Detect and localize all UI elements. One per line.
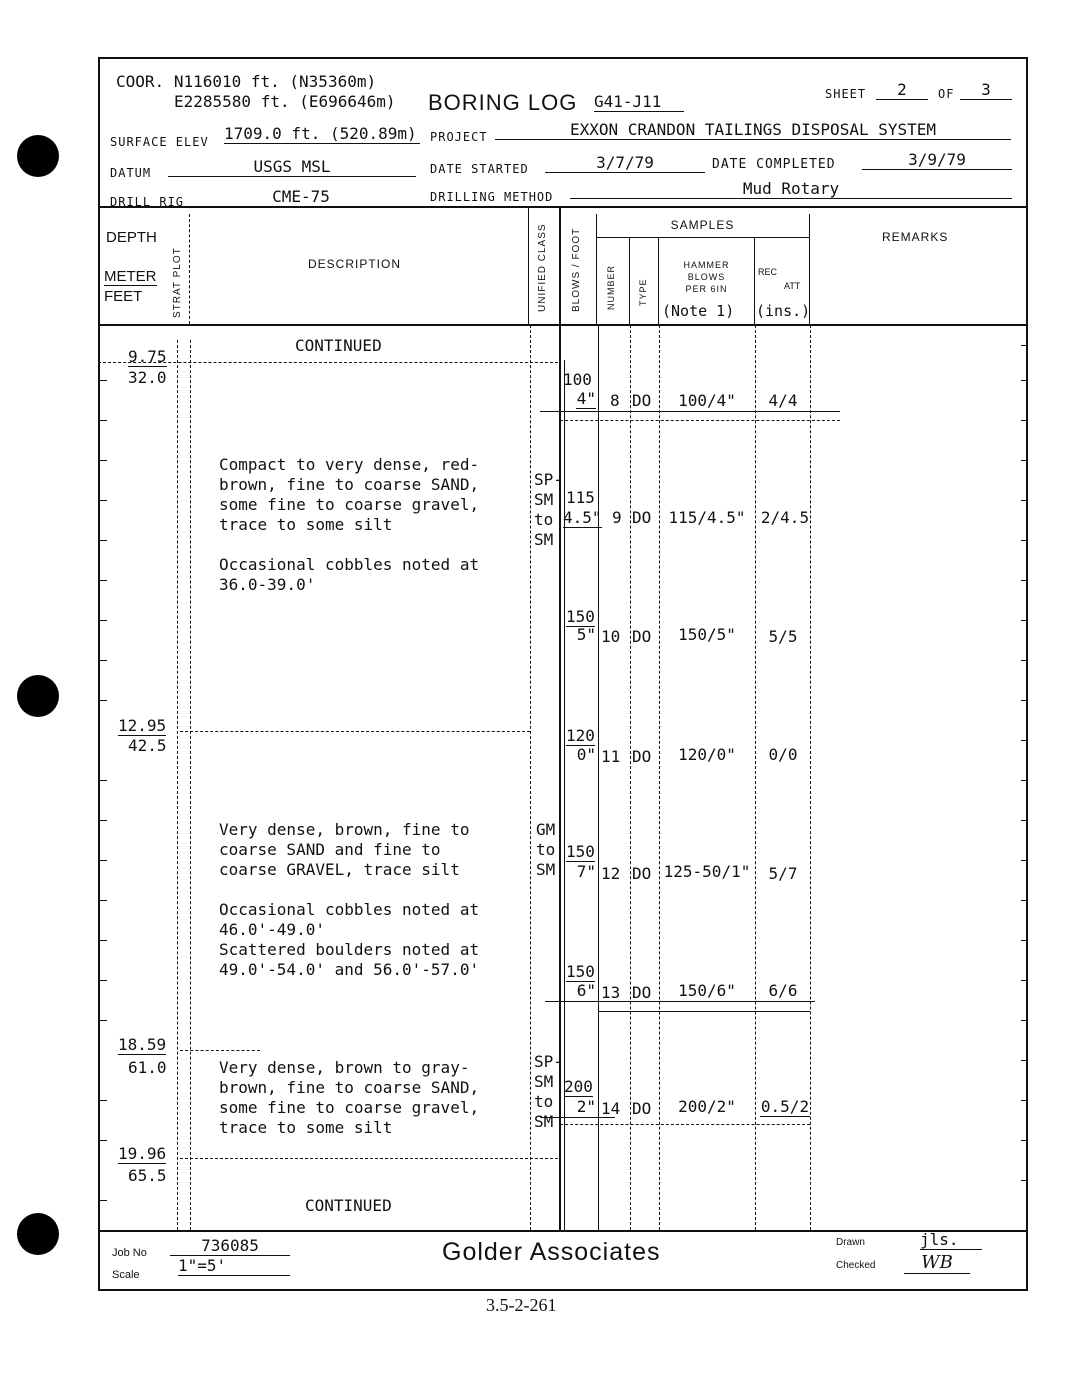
sample-number: 10 [601,627,621,646]
depth-meter-1: 9.75 [128,347,167,366]
ins-label: (ins.) [756,302,811,320]
sample-type: DO [632,864,652,883]
datum: USGS MSL [168,157,416,177]
hammer-blows: 200/2" [678,1097,736,1116]
number-header: NUMBER [606,264,616,310]
blows-top: 150 [566,962,595,981]
blows-bottom: 4" [576,389,596,408]
blows-foot-header: BLOWS / FOOT [571,227,582,312]
sheet-number: 2 [876,80,928,100]
sample-number: 11 [601,747,621,766]
recovery: 4/4 [768,391,798,410]
project: EXXON CRANDON TAILINGS DISPOSAL SYSTEM [495,120,1011,140]
job-no-label: Job No [112,1247,147,1259]
blows-bottom: 4.5" [563,508,602,527]
binder-hole-top [17,135,59,177]
depth-header: DEPTH [106,229,157,246]
rec-header: REC [758,267,778,277]
feet-header: FEET [104,288,143,305]
hammer-blows: 150/6" [678,981,736,1000]
drill-rig: CME-75 [186,187,416,207]
recovery: 0.5/2 [760,1097,810,1116]
samples-header: SAMPLES [670,218,735,232]
sample-type: DO [632,747,652,766]
blows-bottom: 2" [576,1097,596,1116]
drawn-label: Drawn [836,1237,865,1248]
drawn-by: jls. [920,1230,982,1250]
stratum-2-description: Very dense, brown, fine to coarse SAND and fine to coarse GRAVEL, trace silt Occasional cobbles noted at 46.0'-49.0' Scattered boulders noted at 49.0'-54.0' and 56.0'-57.0' [219,820,480,979]
coordinates [116,72,376,91]
sample-type: DO [632,391,652,410]
sample-type: DO [632,1099,652,1118]
project-label: PROJECT [430,130,488,144]
coor-label: COOR. [116,72,165,91]
depth-feet-2: 42.5 [128,736,167,755]
sample-number: 14 [601,1099,621,1118]
note-1: (Note 1) [662,302,735,320]
recovery: 6/6 [768,981,798,1000]
company-name: Golder Associates [442,1238,661,1266]
blows-top: 150 [566,607,595,626]
hammer-blows-header [659,259,754,295]
recovery: 5/7 [768,864,798,883]
att-header: ATT [784,281,801,291]
of-label: OF [938,87,955,101]
depth-feet-3: 61.0 [128,1058,167,1077]
blows-top: 115 [566,488,595,507]
drill-rig-label: DRILL RIG [110,195,185,209]
type-header: TYPE [638,278,648,306]
log-id: G41-J11 [594,92,684,112]
scale: 1"=5' [178,1256,290,1276]
continued-top: CONTINUED [295,336,382,355]
hammer-blows: 120/0" [678,745,736,764]
depth-meter-2: 12.95 [118,716,167,735]
blows-bottom: 0" [576,745,596,764]
blows-top: 100 [563,370,592,389]
blows-bottom: 7" [576,862,596,881]
checked-by: WB [904,1252,970,1274]
blows-label: BLOWS [687,272,726,282]
hammer-blows: 100/4" [678,391,736,410]
unified-class-header: UNIFIED CLASS [537,223,548,312]
remarks-header: REMARKS [882,230,949,244]
stratum-1-description: Compact to very dense, red- brown, fine to coarse SAND, some fine to coarse gravel, trace to some silt Occasional cobbles noted at 36.0-39.0' [219,455,480,594]
blows-top: 150 [566,842,595,861]
drilling-method-label: DRILLING METHOD [430,190,554,204]
stratum-3-description: Very dense, brown to gray- brown, fine to coarse SAND, some fine to coarse gravel, trace to some silt [219,1058,480,1137]
recovery: 5/5 [768,627,798,646]
per-6in-label: PER 6IN [685,284,728,294]
drilling-method: Mud Rotary [570,179,1012,199]
stratum-2-class: GM to SM [536,820,556,879]
depth-feet-4: 65.5 [128,1166,167,1185]
depth-feet-1: 32.0 [128,368,167,387]
sheet-label: SHEET [825,87,867,101]
blows-top: 120 [566,726,595,745]
job-no: 736085 [170,1236,290,1256]
description-header: DESCRIPTION [308,257,402,271]
date-started: 3/7/79 [545,153,705,173]
sample-type: DO [632,508,652,527]
scale-label: Scale [112,1269,140,1281]
binder-hole-bottom [17,1213,59,1255]
surface-elev: 1709.0 ft. (520.89m) [224,124,420,144]
checked-label: Checked [836,1260,876,1271]
hammer-blows: 115/4.5" [668,508,746,527]
recovery: 2/4.5 [760,508,810,527]
strat-plot-header: STRAT PLOT [172,247,183,318]
stratum-1-class: SP- SM to SM [534,470,563,549]
binder-hole-middle [17,675,59,717]
stratum-3-class: SP- SM to SM [534,1052,563,1131]
coor-north: N116010 ft. (N35360m) [173,72,377,91]
sample-number: 13 [601,983,621,1002]
sample-number: 9 [612,508,622,527]
form-title: BORING LOG [428,90,578,115]
hammer-label: HAMMER [683,260,730,270]
meter-header: METER [104,268,157,285]
continued-bottom: CONTINUED [305,1196,392,1215]
blows-bottom: 5" [576,625,596,644]
date-completed: 3/9/79 [862,150,1012,170]
datum-label: DATUM [110,166,152,180]
sample-number: 8 [610,391,620,410]
sheet-total: 3 [960,80,1012,100]
date-started-label: DATE STARTED [430,162,529,176]
blows-bottom: 6" [576,981,596,1000]
page-number: 3.5-2-261 [486,1295,557,1315]
hammer-blows: 150/5" [678,625,736,644]
blows-top: 200 [564,1077,593,1096]
depth-meter-3: 18.59 [118,1035,167,1054]
date-completed-label: DATE COMPLETED [712,157,836,172]
depth-meter-4: 19.96 [118,1144,167,1163]
sample-type: DO [632,627,652,646]
sample-type: DO [632,983,652,1002]
recovery: 0/0 [768,745,798,764]
coor-east: E2285580 ft. (E696646m) [174,92,396,111]
sample-number: 12 [601,864,621,883]
surface-elev-label: SURFACE ELEV [110,135,209,149]
hammer-blows: 125-50/1" [663,862,751,881]
